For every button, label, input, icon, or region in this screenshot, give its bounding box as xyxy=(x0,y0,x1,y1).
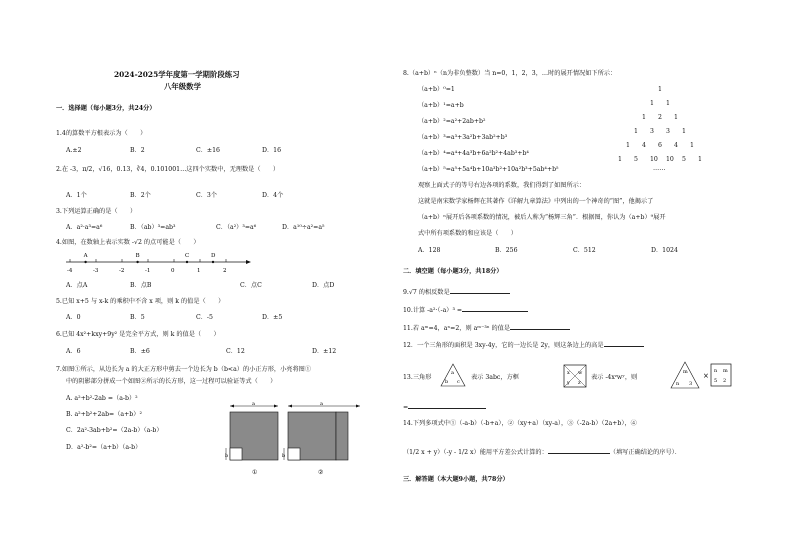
q2-option-b: B．2个 xyxy=(130,192,151,199)
pascal-entry: 1 xyxy=(642,114,646,121)
q8-text-1: 观察上面式子的等号右边各项的系数，我们得到了如图所示： xyxy=(418,182,586,189)
section-solve-heading: 三．解答题（本大题9小题，共78分） xyxy=(403,476,509,483)
expansion-3: （a+b）³=a³+3a²b+3ab²+b³ xyxy=(418,134,508,141)
svg-text:2: 2 xyxy=(723,378,727,384)
number-line-point-label: B xyxy=(135,253,140,259)
pascal-entry: 1 xyxy=(698,156,702,163)
question-13-answer: = xyxy=(403,402,486,412)
q5-option-c: C．-5 xyxy=(196,314,213,321)
question-14-line2: （1/2 x + y）（-y - 1/2 x）能用平方差公式计算的： （填写正确结论的序号）． xyxy=(403,449,681,456)
q6-option-d: D．±12 xyxy=(312,348,337,355)
exam-subtitle: 八年级数学 xyxy=(164,82,201,91)
question-13-mid2: 表示 -4xᶻwʸ，则 xyxy=(591,374,638,381)
number-line-tick-label: -4 xyxy=(67,268,73,274)
svg-text:a: a xyxy=(451,370,454,376)
pascal-entry: 10 xyxy=(666,156,674,163)
number-line-point xyxy=(84,261,86,263)
question-12: 12．一个三角形的面积是 3xy-4y，它的一边长是 2y，则这条边上的高是 xyxy=(403,340,644,350)
pascal-entry: 1 xyxy=(618,156,622,163)
pascal-entry: 3 xyxy=(650,128,654,135)
question-13-pre: 13.三角形 xyxy=(403,374,432,381)
q1-option-a: A.±2 xyxy=(66,147,82,154)
pascal-entry: 1 xyxy=(626,142,630,149)
exam-title: 2024-2025学年度第一学期阶段练习 xyxy=(114,70,240,79)
question-6: 6.已知 4x²+kxy+9y² 是完全平方式，则 k 的值是（ ） xyxy=(56,331,220,338)
number-line-tick-label: -3 xyxy=(93,268,99,274)
pascal-entry: 4 xyxy=(674,142,678,149)
q3-option-b: B．（ab）³=ab³ xyxy=(130,224,176,231)
expansion-0: （a+b）⁰=1 xyxy=(418,86,455,93)
q1-option-b: B．2 xyxy=(130,147,145,154)
question-8: 8.（a+b）ⁿ（n为非负整数）当 n=0，1，2，3，…时的展开情况如下所示： xyxy=(403,70,617,77)
q8-option-c: C．512 xyxy=(573,247,596,254)
q5-option-a: A．0 xyxy=(66,314,81,321)
svg-text:z: z xyxy=(578,380,581,386)
q4-option-b: B．点B xyxy=(130,282,152,289)
svg-text:m: m xyxy=(723,368,728,374)
q7-option-d: D．a²-b²=（a+b）（a-b） xyxy=(66,444,142,451)
q7-option-a: A. a²+b²-2ab =（a-b）² xyxy=(66,395,138,402)
expansion-4: （a+b）⁴=a⁴+4a³b+6a²b²+4ab³+b⁴ xyxy=(418,150,529,157)
q2-option-c: C．3个 xyxy=(196,192,218,199)
question-10: 10.计算 -a²·（-a）³ = xyxy=(403,305,528,315)
q1-option-c: C．±16 xyxy=(196,147,220,154)
question-2: 2.在 -3，π/2，√16，0.13，∛4，0.101001…这四个实数中，无理数是（ ） xyxy=(56,166,280,173)
pascal-entry: 4 xyxy=(642,142,646,149)
question-1: 1.4的算数平方根表示为（ ） xyxy=(56,130,147,137)
pascal-entry: 1 xyxy=(674,114,678,121)
number-line-point-label: D xyxy=(211,253,216,259)
pascal-entry: 1 xyxy=(650,100,654,107)
question-11: 11.若 aᵐ=4，aⁿ=2，则 aᵐ⁻³ⁿ 的值是 xyxy=(403,323,570,333)
question-13-mid1: 表示 3abc，方框 xyxy=(471,374,519,381)
pascal-entry: 5 xyxy=(634,156,638,163)
number-line-point-label: A xyxy=(83,253,88,259)
pascal-entry: 1 xyxy=(658,86,662,93)
number-line-tick-label: 1 xyxy=(197,268,201,274)
q8-option-a: A．128 xyxy=(418,247,441,254)
q6-option-a: A．6 xyxy=(66,348,81,355)
q5-option-d: D．±5 xyxy=(262,314,283,321)
pascal-entry: 6 xyxy=(658,142,662,149)
svg-text:5: 5 xyxy=(714,378,718,384)
q4-option-d: D．点D xyxy=(312,282,335,289)
svg-text:w: w xyxy=(578,370,583,376)
svg-text:3: 3 xyxy=(689,381,693,387)
pascal-entry: 1 xyxy=(634,128,638,135)
number-line-point-label: C xyxy=(185,253,190,259)
q10-answer-blank[interactable] xyxy=(462,305,528,312)
question-4: 4.如图，在数轴上表示实数 -√2 的点可能是（ ） xyxy=(56,239,200,246)
number-line-tick-label: -1 xyxy=(145,268,151,274)
question-14-line1: 14.下列多项式中①（-a-b）（-b+a），②（xy+a）（xy-a），③（-2a-b）（2a+b），④ xyxy=(403,420,637,427)
number-line-tick-label: 0 xyxy=(171,268,175,274)
q4-option-c: C．点C xyxy=(240,282,262,289)
rearranged-rect-strip xyxy=(336,412,348,460)
pascal-entry: 5 xyxy=(682,156,686,163)
q8-text-3: （a+b）ⁿ展开后各项系数的情况，被后人称为“杨辉三角”．根据图，你认为（a+b）⁹展开 xyxy=(418,214,666,221)
question-5: 5.已知 x+5 与 x-k 的乘积中不含 x 项，则 k 的值是（ ） xyxy=(56,298,225,305)
q7-option-c: C．2a²-3ab+b²=（2a-b）（a-b） xyxy=(66,427,163,434)
number-line-tick-label: -2 xyxy=(119,268,125,274)
section-choice-heading: 一．选择题（每小题3分，共24分） xyxy=(56,105,156,112)
number-line-point xyxy=(212,261,214,263)
question-9: 9.√7 的相反数是 xyxy=(403,287,510,297)
small-square-removed xyxy=(230,448,242,460)
svg-text:×: × xyxy=(703,372,709,380)
pascal-entry: 10 xyxy=(650,156,658,163)
number-line xyxy=(64,250,254,276)
pascal-entry: 1 xyxy=(666,100,670,107)
number-line-point xyxy=(186,261,188,263)
q6-option-c: C．12 xyxy=(226,348,245,355)
svg-text:n: n xyxy=(714,368,718,374)
expansion-2: （a+b）²=a²+2ab+b² xyxy=(418,118,486,125)
svg-text:y: y xyxy=(567,380,570,386)
svg-text:x: x xyxy=(567,370,570,376)
fig1-caption: ① xyxy=(252,469,258,476)
svg-text:n: n xyxy=(676,381,680,387)
pascal-entry: 1 xyxy=(682,128,686,135)
q2-option-a: A．1个 xyxy=(66,192,87,199)
q4-option-a: A．点A xyxy=(66,282,88,289)
svg-text:c: c xyxy=(457,379,460,385)
question-7-line1: 7.如图①所示，从边长为 a 的大正方形中剪去一个边长为 b（b<a）的小正方形，小亮将图① xyxy=(56,366,312,373)
q9-answer-blank[interactable] xyxy=(450,287,510,294)
section-fill-heading: 二．填空题（每小题3分，共18分） xyxy=(403,268,503,275)
q8-text-4: 式中所有项系数的和应该是（ ） xyxy=(418,230,517,237)
q12-answer-blank[interactable] xyxy=(604,340,644,347)
q2-option-d: D．4个 xyxy=(262,192,284,199)
pascal-entry: 2 xyxy=(658,114,662,121)
pascal-dots: …… xyxy=(653,165,666,172)
q13-answer-blank[interactable] xyxy=(408,402,486,409)
number-line-tick-label: 2 xyxy=(223,268,227,274)
q3-option-d: D．a¹⁰÷a²=a⁵ xyxy=(282,224,325,231)
q8-text-2: 这就是南宋数学家杨辉在其著作《详解九章算法》中列出的一个神奇的“图”，他揭示了 xyxy=(418,198,654,205)
q3-option-c: C．（a²）³=a⁶ xyxy=(216,224,257,231)
q5-option-b: B．5 xyxy=(130,314,145,321)
q14-answer-blank[interactable] xyxy=(548,447,610,454)
q8-option-d: D．1024 xyxy=(651,247,678,254)
expansion-5: （a+b）⁵=a⁵+5a⁴b+10a³b²+10a²b³+5ab⁴+b⁵ xyxy=(418,166,559,173)
q3-option-a: A．a²·a³=a⁶ xyxy=(66,224,103,231)
number-line-point xyxy=(136,261,138,263)
pascal-entry: 3 xyxy=(666,128,670,135)
q6-option-b: B．±6 xyxy=(130,348,150,355)
q13-box-xywz xyxy=(563,364,587,388)
q7-option-b: B. a²+b²+2ab=（a+b）² xyxy=(66,411,142,418)
fig2-label-b: b xyxy=(282,453,286,459)
q8-option-b: B．256 xyxy=(495,247,518,254)
q1-option-d: D．16 xyxy=(262,147,282,154)
q11-answer-blank[interactable] xyxy=(510,323,570,330)
fig1-label-b: b xyxy=(225,453,229,459)
fig2-caption: ② xyxy=(318,469,324,476)
q7-figures xyxy=(226,402,386,482)
fig2-label-a: a xyxy=(320,401,323,407)
question-3: 3.下列运算正确的是（ ） xyxy=(56,208,137,215)
q13-triangle-abc xyxy=(439,362,467,388)
q13-expression xyxy=(671,360,733,390)
svg-text:b: b xyxy=(445,379,449,385)
fig1-label-a: a xyxy=(252,401,255,407)
expansion-1: （a+b）¹=a+b xyxy=(418,102,464,109)
svg-text:m: m xyxy=(683,369,688,375)
question-7-line2: 中的阴影部分拼成一个如图②所示的长方形，这一过程可以验证等式（ ） xyxy=(66,378,277,385)
pascal-entry: 1 xyxy=(690,142,694,149)
